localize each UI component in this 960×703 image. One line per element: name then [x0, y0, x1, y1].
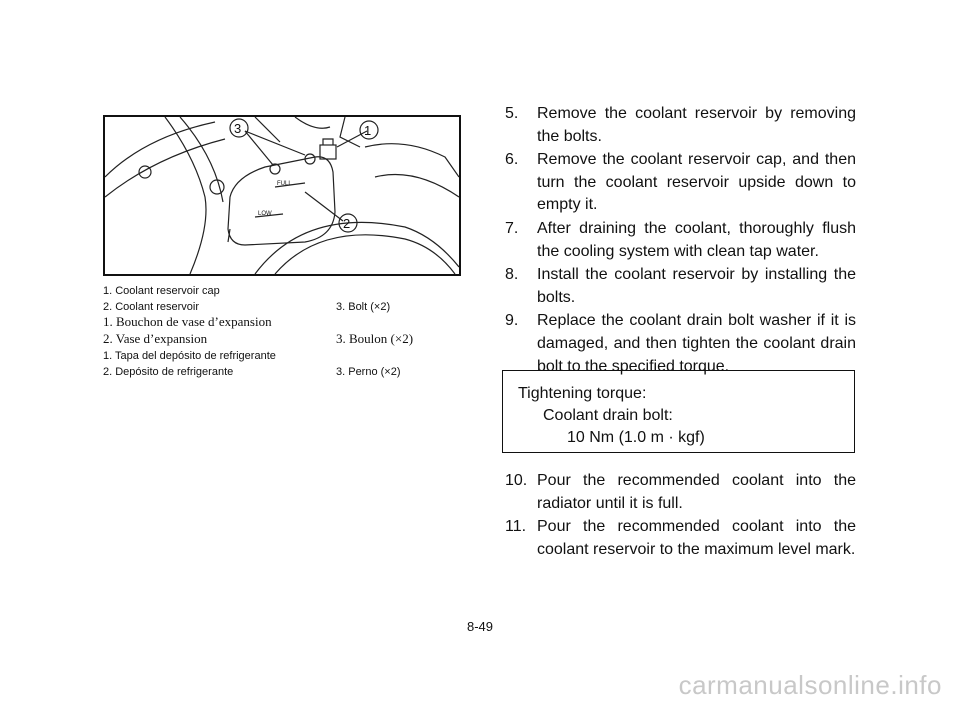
full-mark-label: FULL — [277, 181, 292, 187]
step-text: After draining the coolant, thoroughly flush the cooling system with clean tap water. — [537, 219, 856, 260]
caption-fr-item1: 1. Bouchon de vase d’expansion — [103, 314, 272, 329]
caption-fr-line2 — [103, 332, 463, 346]
coolant-reservoir-figure — [103, 115, 461, 276]
caption-en-item1: 1. Coolant reservoir cap — [103, 285, 220, 297]
caption-es-line2 — [103, 365, 463, 379]
caption-en-line2 — [103, 300, 463, 314]
procedure-steps-10-11 — [505, 470, 856, 562]
low-mark-label: LOW — [258, 211, 272, 217]
step-number: 10. — [505, 472, 528, 489]
tightening-torque-box — [502, 370, 855, 453]
caption-fr-line1 — [103, 315, 463, 329]
callout-3: 3 — [234, 121, 242, 136]
callout-1: 1 — [364, 123, 372, 138]
step-number: 11. — [505, 518, 527, 536]
step-item — [505, 310, 856, 378]
step-number: 9. — [505, 312, 519, 330]
caption-fr-item2: 2. Vase d’expansion — [103, 331, 208, 346]
callout-2: 2 — [343, 216, 351, 231]
step-number: 8. — [505, 266, 519, 284]
step-item — [505, 264, 856, 309]
caption-es-item3: 3. Perno (×2) — [336, 366, 401, 378]
step-text: Install the coolant reservoir by installing the bolts. — [537, 266, 856, 306]
torque-value: 10 Nm (1.0 m · kgf) — [567, 429, 705, 446]
step-item — [505, 470, 856, 515]
procedure-steps-5-9 — [505, 103, 856, 379]
caption-es-item1: 1. Tapa del depósito de refrigerante — [103, 350, 276, 362]
step-item — [505, 103, 856, 148]
caption-en-line1 — [103, 284, 463, 298]
step-text: Remove the coolant reservoir by removing the bolts. — [537, 105, 856, 145]
caption-fr-item3: 3. Boulon (×2) — [336, 331, 414, 346]
torque-heading: Tightening torque: — [518, 385, 647, 402]
step-number: 7. — [505, 219, 519, 237]
caption-en-item3: 3. Bolt (×2) — [336, 301, 391, 313]
step-text: Remove the coolant reservoir cap, and then turn the coolant reservoir upside down to empty it. — [537, 151, 856, 214]
watermark: carmanualsonline.info — [678, 670, 942, 700]
step-text: Replace the coolant drain bolt washer if it is damaged, and then tighten the coolant drain bolt to the specified torque. — [537, 312, 856, 375]
step-item — [505, 516, 856, 561]
caption-es-item2: 2. Depósito de refrigerante — [103, 366, 234, 378]
caption-es-line1 — [103, 349, 463, 363]
step-item — [505, 149, 856, 217]
reservoir-illustration — [105, 117, 459, 274]
step-item — [505, 218, 856, 263]
step-number: 6. — [505, 151, 519, 169]
page-number: 8-49 — [466, 619, 494, 634]
torque-item: Coolant drain bolt: — [543, 407, 673, 424]
step-number: 5. — [505, 105, 519, 122]
step-text: Pour the recommended coolant into the coolant reservoir to the maximum level mark. — [537, 518, 856, 558]
step-text: Pour the recommended coolant into the radiator until it is full. — [537, 472, 856, 512]
caption-en-item2: 2. Coolant reservoir — [103, 301, 199, 313]
